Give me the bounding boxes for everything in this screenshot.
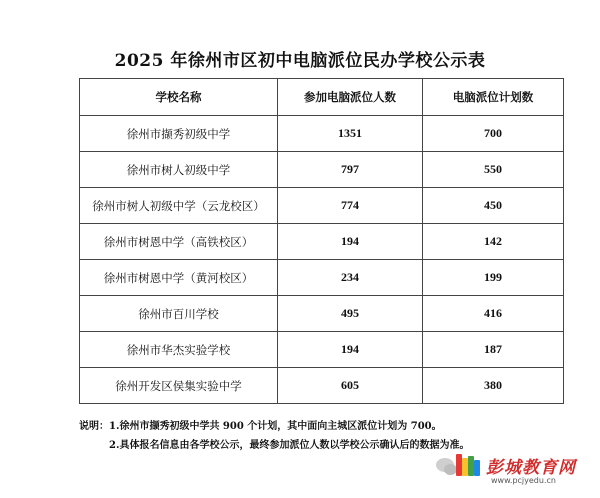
plan-cell: 380 [423, 368, 564, 404]
column-header-plan: 电脑派位计划数 [423, 79, 564, 116]
plan-cell: 199 [423, 260, 564, 296]
table-row [80, 116, 564, 152]
school-name-cell: 徐州市百川学校 [80, 296, 278, 332]
table-row [80, 188, 564, 224]
plan-cell: 187 [423, 332, 564, 368]
school-name-cell: 徐州开发区侯集实验中学 [80, 368, 278, 404]
participants-cell: 1351 [278, 116, 423, 152]
school-name-cell: 徐州市树恩中学（高铁校区） [80, 224, 278, 260]
table-row [80, 260, 564, 296]
table-row [80, 296, 564, 332]
school-name-cell: 徐州市华杰实验学校 [80, 332, 278, 368]
participants-cell: 797 [278, 152, 423, 188]
notes-section [79, 417, 579, 455]
school-table [79, 78, 564, 404]
school-name-cell: 徐州市树人初级中学（云龙校区） [80, 188, 278, 224]
plan-cell: 416 [423, 296, 564, 332]
school-name-cell: 徐州市撷秀初级中学 [80, 116, 278, 152]
plan-cell: 700 [423, 116, 564, 152]
note-line-2: 2.具体报名信息由各学校公示，最终参加派位人数以学校公示确认后的数据为准。 [109, 440, 470, 451]
wechat-icon [436, 458, 454, 472]
plan-cell: 142 [423, 224, 564, 260]
watermark [436, 452, 586, 490]
table-row [80, 368, 564, 404]
participants-cell: 605 [278, 368, 423, 404]
plan-cell: 450 [423, 188, 564, 224]
watermark-url: www.pcjyedu.cn [491, 476, 556, 485]
participants-cell: 234 [278, 260, 423, 296]
page-title: 2025 年徐州市区初中电脑派位民办学校公示表 [114, 51, 486, 71]
participants-cell: 495 [278, 296, 423, 332]
school-name-cell: 徐州市树人初级中学 [80, 152, 278, 188]
note-line-1: 说明：1.徐州市撷秀初级中学共 900 个计划，其中面向主城区派位计划为 700。 [79, 421, 442, 432]
table-row [80, 332, 564, 368]
books-logo-icon [456, 454, 482, 476]
watermark-text: 彭城教育网 [486, 458, 576, 478]
table-header-row [80, 79, 564, 116]
school-name-cell: 徐州市树恩中学（黄河校区） [80, 260, 278, 296]
participants-cell: 774 [278, 188, 423, 224]
table-row [80, 224, 564, 260]
table-row [80, 152, 564, 188]
plan-cell: 550 [423, 152, 564, 188]
participants-cell: 194 [278, 224, 423, 260]
book-spine-blue [474, 460, 480, 476]
column-header-school-name: 学校名称 [80, 79, 278, 116]
column-header-participants: 参加电脑派位人数 [278, 79, 423, 116]
participants-cell: 194 [278, 332, 423, 368]
